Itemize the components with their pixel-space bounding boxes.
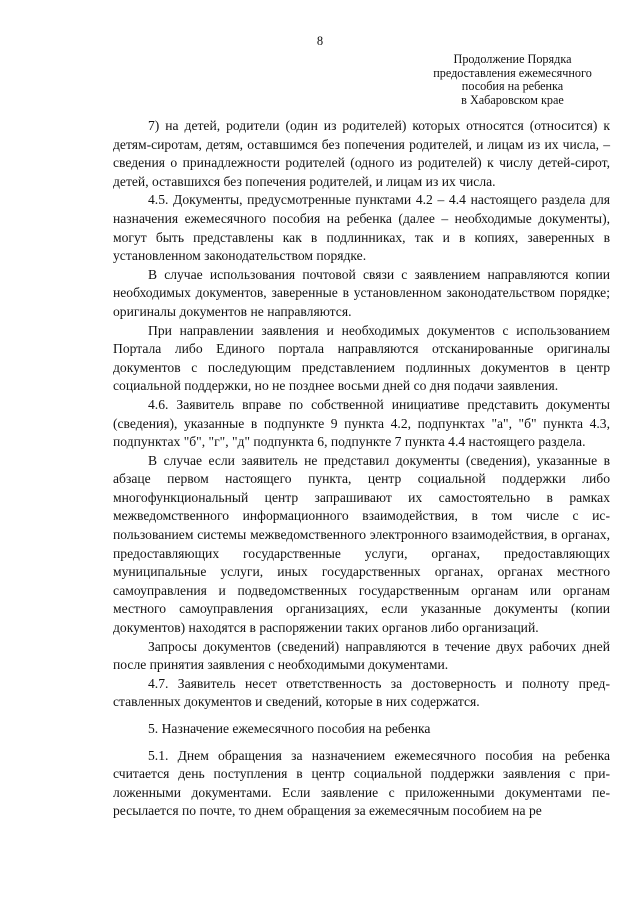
paragraph-4-7: 4.7. Заявитель несет ответственность за достоверность и полноту представленных документов и сведений, которые в них содержатся. [113,675,610,710]
paragraph-portal: При направлении заявления и необходимых документов с использованием Портала либо Единого портала направляются отсканированные оригиналы документов с последующим представлением подлинных документов в центр социальной поддержки, но не позднее восьми дней со дня подачи заявления. [113,322,610,394]
section-heading: 5. Назначение ежемесячного пособия на ребенка [148,721,431,736]
paragraph-postal: В случае использования почтовой связи с заявлением направляются копии необходимых документов, заверенные в установленном законодательством порядке; оригиналы документов не направляются. [113,266,610,319]
running-header-line: в Хабаровском крае [461,92,564,107]
paragraph-4-6: 4.6. Заявитель вправе по собственной инициативе представить документы (сведения), указанные в подпункте 9 пункта 4.2, подпунктах "а", "б" пункта 4.3, подпунктах "б", "г", "д" подпункта 6, подпункте 7 пункта 4.4 настоящего раздела. [113,396,610,450]
running-header [420,53,605,107]
document-body [113,117,610,821]
paragraph-5-1: 5.1. Днем обращения за назначением ежемесячного пособия на ребенка считается день поступления в центр социальной поддержки заявления с приложенными документами. Если заявление с приложенными документами пересылается по почте, то днем обращения за ежемесячным пособием на ре [113,747,610,819]
paragraph-4-5: 4.5. Документы, предусмотренные пунктами 4.2 – 4.4 настоящего раздела для назначения ежемесячного пособия на ребенка (далее – необходимые документы), могут быть представлены как в подлинниках, так и в копиях, заверенных в установленном законодательством порядке. [113,192,610,264]
running-header-line: предоставления ежемесячного [433,65,592,80]
paragraph-requests: Запросы документов (сведений) направляются в течение двух рабочих дней после принятия заявления с необходимыми документами. [113,638,610,673]
running-header-line: пособия на ребенка [461,79,564,94]
running-header-line: Продолжение Порядка [453,52,572,66]
paragraph-interagency: В случае если заявитель не представил документы (сведения), указанные в абзаце первом настоящего пункта, центр социальной поддержки либо многофункциональный центр запрашивают их самостоятельно в рамках межведомственного информационного взаимодействия, в том числе с использованием системы межведомственного электронного взаимодействия, в органах, предоставляющих государственные услуги, органах, предоставляющих муниципальные услуги, иных государственных органах, органах местного самоуправления и подведомственных государственным органам или органам местного самоуправления организациях, если указанные документы (копии документов) находятся в распоряжении таких органов либо организаций. [113,452,610,636]
paragraph-item-7: 7) на детей, родители (один из родителей) которых относятся (относится) к детям-сиротам, детям, оставшимся без попечения родителей, и лицам из их числа, – сведения о принадлежности родителей (одного из родителей) к числу детей-сирот, детей, оставшихся без попечения родителей, и лицам из их числа. [113,118,610,189]
page-number: 8 [316,34,324,48]
